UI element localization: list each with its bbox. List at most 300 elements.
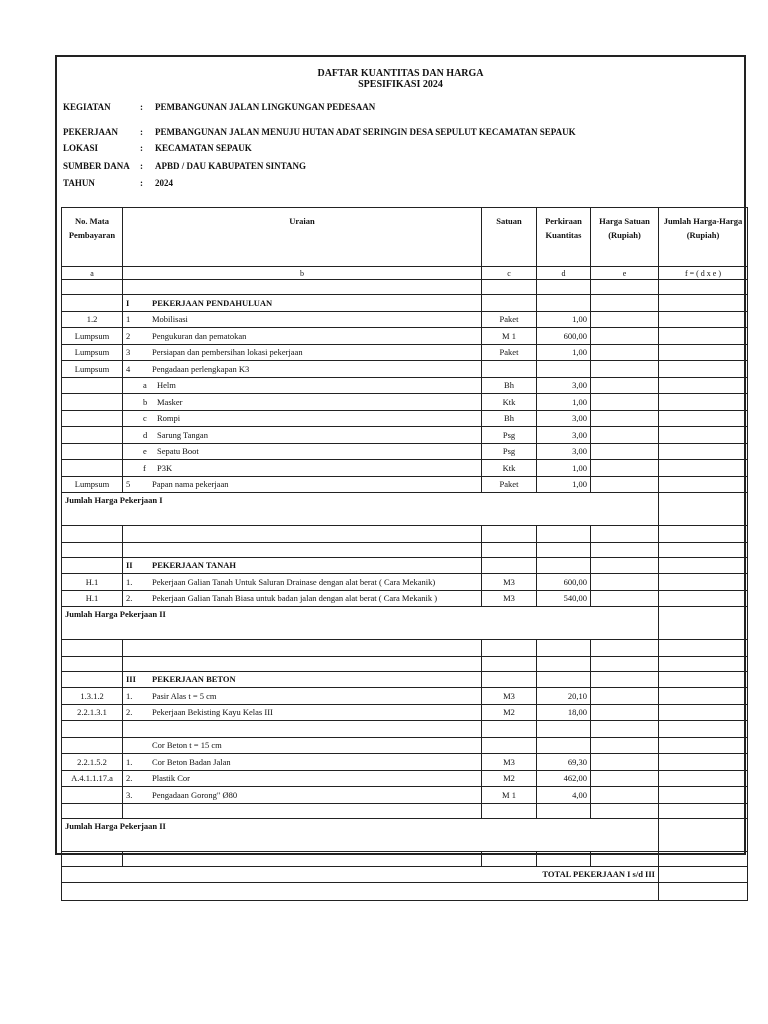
table-row [62,377,748,394]
empty-cell [659,851,748,866]
item-code [62,737,123,754]
item-quantity [537,737,591,754]
item-description-cell [123,476,482,493]
item-quantity: 600,00 [537,328,591,345]
section-code-cell [62,295,123,312]
empty-cell [537,656,591,671]
item-text: Pekerjaan Bekisting Kayu Kelas III [152,707,273,718]
item-description-cell [123,361,482,378]
column-letters-row [62,267,748,280]
empty-cell [659,295,748,312]
info-key: SUMBER DANA [63,161,130,171]
item-quantity: 1,00 [537,460,591,477]
item-total-price [659,754,748,771]
item-description-cell [123,754,482,771]
item-unit: Bh [482,410,537,427]
empty-row [62,640,748,657]
empty-cell [482,803,537,818]
item-number: 2. [126,593,133,604]
empty-cell [482,526,537,543]
empty-cell [537,640,591,657]
empty-cell [537,803,591,818]
empty-cell [123,542,482,557]
item-unit-price [591,361,659,378]
item-text: Mobilisasi [152,314,188,325]
item-unit: Paket [482,311,537,328]
item-quantity [537,361,591,378]
item-total-price [659,787,748,804]
item-text: Rompi [157,413,181,424]
subtotal-label: Jumlah Harga Pekerjaan I [62,493,659,526]
empty-cell [62,656,123,671]
item-text: Sarung Tangan [157,429,208,440]
item-unit-price [591,328,659,345]
empty-cell [591,542,659,557]
item-description-cell [123,344,482,361]
col-header-harga: Harga Satuan (Rupiah) [591,208,659,267]
item-sub-letter: f [143,462,146,473]
item-total-price [659,394,748,411]
item-unit-price [591,590,659,607]
info-colon: : [140,127,143,137]
item-text: Papan nama pekerjaan [152,479,229,490]
empty-cell [123,803,482,818]
item-number: 1. [126,576,133,587]
item-number: 5 [126,479,131,490]
subtotal-value [659,493,748,526]
item-sub-letter: a [143,380,147,391]
item-description-cell [123,460,482,477]
item-unit-price [591,427,659,444]
item-unit: Psg [482,427,537,444]
item-number: II [126,560,133,571]
item-description [123,345,481,361]
info-value: 2024 [155,178,173,188]
item-total-price [659,443,748,460]
info-key: TAHUN [63,178,95,188]
item-quantity: 540,00 [537,590,591,607]
item-description [123,295,481,311]
item-description-cell [123,557,482,574]
item-total-price [659,574,748,591]
document-sheet [55,55,746,880]
item-quantity: 3,00 [537,443,591,460]
info-key: PEKERJAAN [63,127,119,137]
empty-cell [62,542,123,557]
item-number: 2. [126,773,133,784]
item-total-price [659,328,748,345]
item-code [62,394,123,411]
item-description-cell [123,770,482,787]
empty-cell [659,656,748,671]
item-number: 2. [126,707,133,718]
item-description [123,591,481,607]
empty-cell [591,640,659,657]
item-description-cell [123,410,482,427]
item-text: Pengadaan perlengkapan K3 [152,363,250,374]
empty-cell [537,526,591,543]
item-description [123,328,481,344]
subtotal-value [659,818,748,851]
empty-cell [659,883,748,901]
empty-cell [591,280,659,295]
item-quantity: 1,00 [537,311,591,328]
table-row [62,394,748,411]
item-text: Plastik Cor [152,773,191,784]
table-row [62,721,748,738]
empty-row [62,280,748,295]
item-total-price [659,704,748,721]
empty-cell [482,542,537,557]
item-description [123,721,481,737]
item-unit: M3 [482,590,537,607]
item-sub-letter: c [143,413,147,424]
empty-cell [62,851,123,866]
item-code: 2.2.1.3.1 [62,704,123,721]
doc-subtitle: SPESIFIKASI 2024 [358,79,443,90]
item-quantity: 1,00 [537,394,591,411]
item-text: PEKERJAAN TANAH [152,560,236,571]
item-description-cell [123,295,482,312]
table-row [62,427,748,444]
empty-cell [591,656,659,671]
item-code: Lumpsum [62,344,123,361]
item-number: 3 [126,347,131,358]
item-description [123,394,481,410]
item-number: 1. [126,690,133,701]
column-letter: b [123,267,482,280]
empty-cell [123,526,482,543]
item-unit-price [591,787,659,804]
grand-total-label: TOTAL PEKERJAAN I s/d III [62,866,659,883]
col-header-kuantitas: Perkiraan Kuantitas [537,208,591,267]
item-code [62,721,123,738]
table-row [62,328,748,345]
item-text: Pasir Alas t = 5 cm [152,690,217,701]
item-quantity: 18,00 [537,704,591,721]
empty-row [62,851,748,866]
item-unit: Psg [482,443,537,460]
empty-cell [482,851,537,866]
item-sub-letter: e [143,446,147,457]
item-quantity: 462,00 [537,770,591,787]
table-row [62,361,748,378]
item-description [123,558,481,574]
item-number: 1 [126,314,131,325]
item-unit-price [591,770,659,787]
item-unit-price [591,410,659,427]
item-description-cell [123,574,482,591]
item-description [123,378,481,394]
item-description-cell [123,787,482,804]
empty-cell [659,671,748,688]
item-number: 1. [126,756,133,767]
item-unit-price [591,476,659,493]
final-empty-row [62,883,748,901]
item-code [62,410,123,427]
item-text: Pekerjaan Galian Tanah Biasa untuk badan jalan dengan alat berat ( Cara Mekanik ) [152,593,438,604]
item-unit-price [591,460,659,477]
info-key: LOKASI [63,143,99,153]
info-colon: : [140,143,143,153]
item-unit: M 1 [482,787,537,804]
empty-cell [482,280,537,295]
item-unit-price [591,443,659,460]
item-quantity: 1,00 [537,344,591,361]
info-value: PEMBANGUNAN JALAN LINGKUNGAN PEDESAAN [155,102,376,112]
item-total-price [659,361,748,378]
item-code: 2.2.1.5.2 [62,754,123,771]
item-description [123,460,481,476]
table-row [62,574,748,591]
quantity-price-table [61,207,748,901]
info-colon: : [140,178,143,188]
table-row [62,704,748,721]
item-text: Helm [157,380,176,391]
section-code-cell [62,671,123,688]
grand-total-row [62,866,748,883]
item-text: Sepatu Boot [157,446,199,457]
item-unit: Paket [482,344,537,361]
info-key: KEGIATAN [63,102,111,112]
table-row [62,344,748,361]
item-unit: Paket [482,476,537,493]
item-unit: M 1 [482,328,537,345]
item-unit: Ktk [482,460,537,477]
item-number: I [126,297,130,308]
empty-cell [537,671,591,688]
empty-cell [482,557,537,574]
column-letter: a [62,267,123,280]
table-row [62,476,748,493]
col-header-satuan: Satuan [482,208,537,267]
item-description-cell [123,394,482,411]
item-unit-price [591,704,659,721]
table-row [62,443,748,460]
item-text: Pengadaan Gorong" Ø80 [152,789,238,800]
info-value: KECAMATAN SEPAUK [155,143,252,153]
item-description-cell [123,688,482,705]
item-number: 3. [126,789,133,800]
item-text: Pengukuran dan pematokan [152,330,247,341]
empty-cell [123,640,482,657]
subtotal-row [62,493,748,526]
item-unit: M3 [482,754,537,771]
item-description [123,361,481,377]
item-description-cell [123,590,482,607]
column-letter: d [537,267,591,280]
item-quantity: 3,00 [537,377,591,394]
item-description [123,738,481,754]
item-code: Lumpsum [62,328,123,345]
empty-cell [62,883,659,901]
item-number: III [126,674,136,685]
item-unit [482,737,537,754]
info-colon: : [140,102,143,112]
item-description [123,787,481,803]
empty-cell [591,851,659,866]
item-text: Masker [157,396,183,407]
item-unit-price [591,344,659,361]
item-description [123,444,481,460]
empty-cell [591,803,659,818]
empty-cell [659,542,748,557]
empty-row [62,656,748,671]
item-text: Cor Beton t = 15 cm [152,740,222,751]
item-unit: M2 [482,704,537,721]
table-body [62,280,748,901]
item-sub-letter: b [143,396,148,407]
empty-cell [62,526,123,543]
item-code: 1.2 [62,311,123,328]
empty-row [62,542,748,557]
item-quantity: 69,30 [537,754,591,771]
table-row [62,590,748,607]
subtotal-row [62,818,748,851]
item-unit: M3 [482,688,537,705]
empty-cell [537,851,591,866]
item-code: H.1 [62,590,123,607]
empty-cell [591,526,659,543]
empty-cell [591,295,659,312]
subtotal-label: Jumlah Harga Pekerjaan II [62,818,659,851]
empty-cell [482,671,537,688]
item-code [62,460,123,477]
item-description [123,688,481,704]
item-unit-price [591,754,659,771]
column-letter: c [482,267,537,280]
col-header-no: No. Mata Pembayaran [62,208,123,267]
grand-total-value [659,866,748,883]
item-total-price [659,427,748,444]
empty-cell [123,280,482,295]
empty-cell [659,803,748,818]
item-code [62,427,123,444]
empty-cell [62,803,123,818]
item-total-price [659,311,748,328]
empty-row [62,803,748,818]
item-code: Lumpsum [62,476,123,493]
item-code [62,443,123,460]
item-code [62,377,123,394]
table-row [62,410,748,427]
subtotal-row [62,607,748,640]
empty-cell [537,557,591,574]
item-unit [482,721,537,738]
item-description-cell [123,704,482,721]
empty-cell [537,542,591,557]
item-description [123,771,481,787]
empty-cell [659,557,748,574]
item-unit-price [591,311,659,328]
info-colon: : [140,161,143,171]
table-row [62,311,748,328]
empty-cell [123,656,482,671]
item-text: PEKERJAAN PENDAHULUAN [152,297,273,308]
item-description [123,427,481,443]
section-code-cell [62,557,123,574]
empty-row [62,526,748,543]
empty-cell [591,671,659,688]
item-text: Persiapan dan pembersihan lokasi pekerjaan [152,347,303,358]
item-total-price [659,737,748,754]
item-description-cell [123,671,482,688]
item-description-cell [123,377,482,394]
item-text: PEKERJAAN BETON [152,674,236,685]
col-header-jumlah: Jumlah Harga-Harga (Rupiah) [659,208,748,267]
item-total-price [659,460,748,477]
item-quantity [537,721,591,738]
item-sub-letter: d [143,429,148,440]
item-code [62,787,123,804]
empty-cell [659,280,748,295]
column-letter: f = ( d x e ) [659,267,748,280]
table-row [62,754,748,771]
item-code: 1.3.1.2 [62,688,123,705]
table-row [62,737,748,754]
item-total-price [659,721,748,738]
item-quantity: 4,00 [537,787,591,804]
doc-title: DAFTAR KUANTITAS DAN HARGA [317,68,484,79]
item-unit-price [591,688,659,705]
table-row [62,770,748,787]
item-code: A.4.1.1.17.a [62,770,123,787]
item-text: Cor Beton Badan Jalan [152,756,231,767]
table-row [62,787,748,804]
empty-cell [123,851,482,866]
table-row [62,688,748,705]
item-description-cell [123,328,482,345]
item-unit-price [591,394,659,411]
item-text: Pekerjaan Galian Tanah Untuk Saluran Drainase dengan alat berat ( Cara Mekanik) [152,576,436,587]
item-description [123,477,481,493]
info-value: PEMBANGUNAN JALAN MENUJU HUTAN ADAT SERINGIN DESA SEPULUT KECAMATAN SEPAUK [155,127,576,137]
item-unit: M2 [482,770,537,787]
empty-cell [482,656,537,671]
info-value: APBD / DAU KABUPATEN SINTANG [155,161,307,171]
item-description [123,705,481,721]
item-unit-price [591,737,659,754]
item-unit-price [591,721,659,738]
item-quantity: 20,10 [537,688,591,705]
item-description [123,312,481,328]
item-description-cell [123,721,482,738]
item-total-price [659,377,748,394]
section-header-row [62,295,748,312]
empty-cell [482,295,537,312]
column-letter: e [591,267,659,280]
item-total-price [659,590,748,607]
item-description [123,411,481,427]
item-quantity: 3,00 [537,427,591,444]
item-unit: Bh [482,377,537,394]
empty-cell [62,280,123,295]
item-unit: Ktk [482,394,537,411]
item-unit [482,361,537,378]
empty-cell [659,526,748,543]
item-unit: M3 [482,574,537,591]
empty-cell [537,295,591,312]
subtotal-value [659,607,748,640]
subtotal-label: Jumlah Harga Pekerjaan II [62,607,659,640]
item-total-price [659,476,748,493]
item-total-price [659,410,748,427]
item-description-cell [123,443,482,460]
table-row [62,460,748,477]
section-header-row [62,557,748,574]
item-description-cell [123,737,482,754]
item-total-price [659,770,748,787]
